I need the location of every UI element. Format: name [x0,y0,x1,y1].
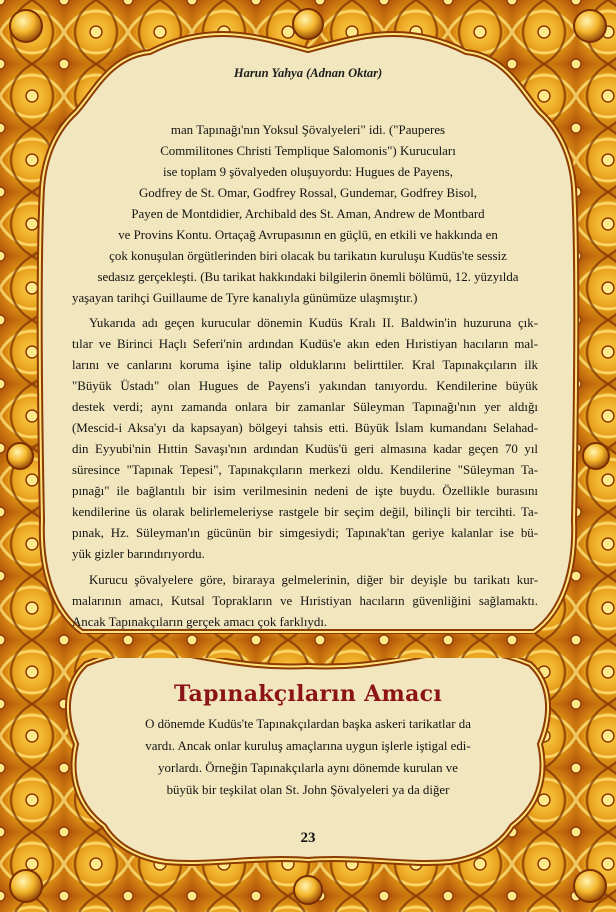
running-header: Harun Yahya (Adnan Oktar) [233,66,383,80]
text-line: destek verdi; aynı zamanda onlara bir zamanlar Süleyman Tapınağı'nın yer aldığı [72,400,538,414]
text-line: Ancak Tapınakçıların gerçek amacı çok farklıydı. [72,615,328,629]
text-line: din Eyyubi'nin Hıttin Savaşı'nın ardından Kudüs'ü geri almasına kadar geçen 70 yıl [72,442,538,456]
text-line: Kurucu şövalyelere göre, biraraya gelmelerinin, diğer bir deyişle bu tarikatı kur- [89,573,538,587]
text-line: ise toplam 9 şövalyeden oluşuyordu: Hugues de Payens, [163,165,453,179]
text-line: "Büyük Üstadı" olan Hugues de Payens'i yakından tanıyordu. Kendilerine büyük [72,379,538,393]
text-line: (Mescid-i Aksa'yı da kapsayan) bölgeyi tahsis etti. Büyük İslam kumandanı Selahad- [72,421,538,435]
text-line: malarının amacı, Kutsal Toprakların ve Hıristiyan hacıların güvenliğini sağlamaktı. [72,594,538,608]
text-line: süresince "Tapınak Tepesi", Tapınakçıların merkezi oldu. Kendilerine "Süleyman Ta- [72,463,538,477]
text-line: kendilerine üs olarak belirlemeleriyse rastgele bir seçim değil, bilinçli bir tercihti. Ta- [72,505,538,519]
text-line: yaşayan tarihçi Guillaume de Tyre kanalıyla günümüze ulaşmıştır.) [72,291,418,305]
text-line: yorlardı. Örneğin Tapınakçılarla aynı dönemde kurulan ve [158,761,458,775]
text-line: larını ve canlarını koruma işine talip olduklarını belirttiler. Kral Tapınakçıların ilk [72,358,538,372]
text-line: pınağı" ile bağlantılı bir isim verilmesinin nedeni de işte buydu. Özellikle burasını [72,484,538,498]
section-title: Tapınakçıların Amacı [173,681,443,707]
text-line: çok konuşulan örgütlerinden biri olacak bu tarikatın kuruluşu Kudüs'te sessiz [109,249,507,263]
text-line: yük gizler barındırıyordu. [72,547,205,561]
text-line: man Tapınağı'nın Yoksul Şövalyeleri" idi. ("Pauperes [170,123,446,137]
page-number: 23 [300,830,316,846]
text-line: büyük bir teşkilat olan St. John Şövalyeleri ya da diğer [166,783,450,797]
text-line: Payen de Montdidier, Archibald des St. Aman, Andrew de Montbard [131,207,485,221]
text-line: O dönemde Kudüs'te Tapınakçılardan başka askeri tarikatlar da [145,717,471,731]
text-line: sedasız gerçekleşti. (Bu tarikat hakkındaki bilgilerin önemli bölümü, 12. yüzyılda [97,270,519,284]
text-line: Godfrey de St. Omar, Godfrey Rossal, Gundemar, Godfrey Bisol, [139,186,477,200]
text-line: Yukarıda adı geçen kurucular dönemin Kudüs Kralı II. Baldwin'in huzuruna çık- [89,316,538,330]
text-line: pınak, Hz. Süleyman'ın gücünün bir simgesiydi; Tapınak'tan geriye kalanlar ise bü- [72,526,538,540]
text-line: tılar ve Birinci Haçlı Seferi'nin ardından Kudüs'e akın eden Hıristiyan hacıların mal- [72,337,538,351]
text-line: vardı. Ancak onlar kuruluş amaçlarına uygun işlerle iştigal edi- [145,739,471,753]
text-line: Commilitones Christi Templique Salomonis") Kurucuları [160,144,456,158]
text-line: ve Provins Kontu. Ortaçağ Avrupasının en güçlü, en etkili ve hakkında en [118,228,498,242]
